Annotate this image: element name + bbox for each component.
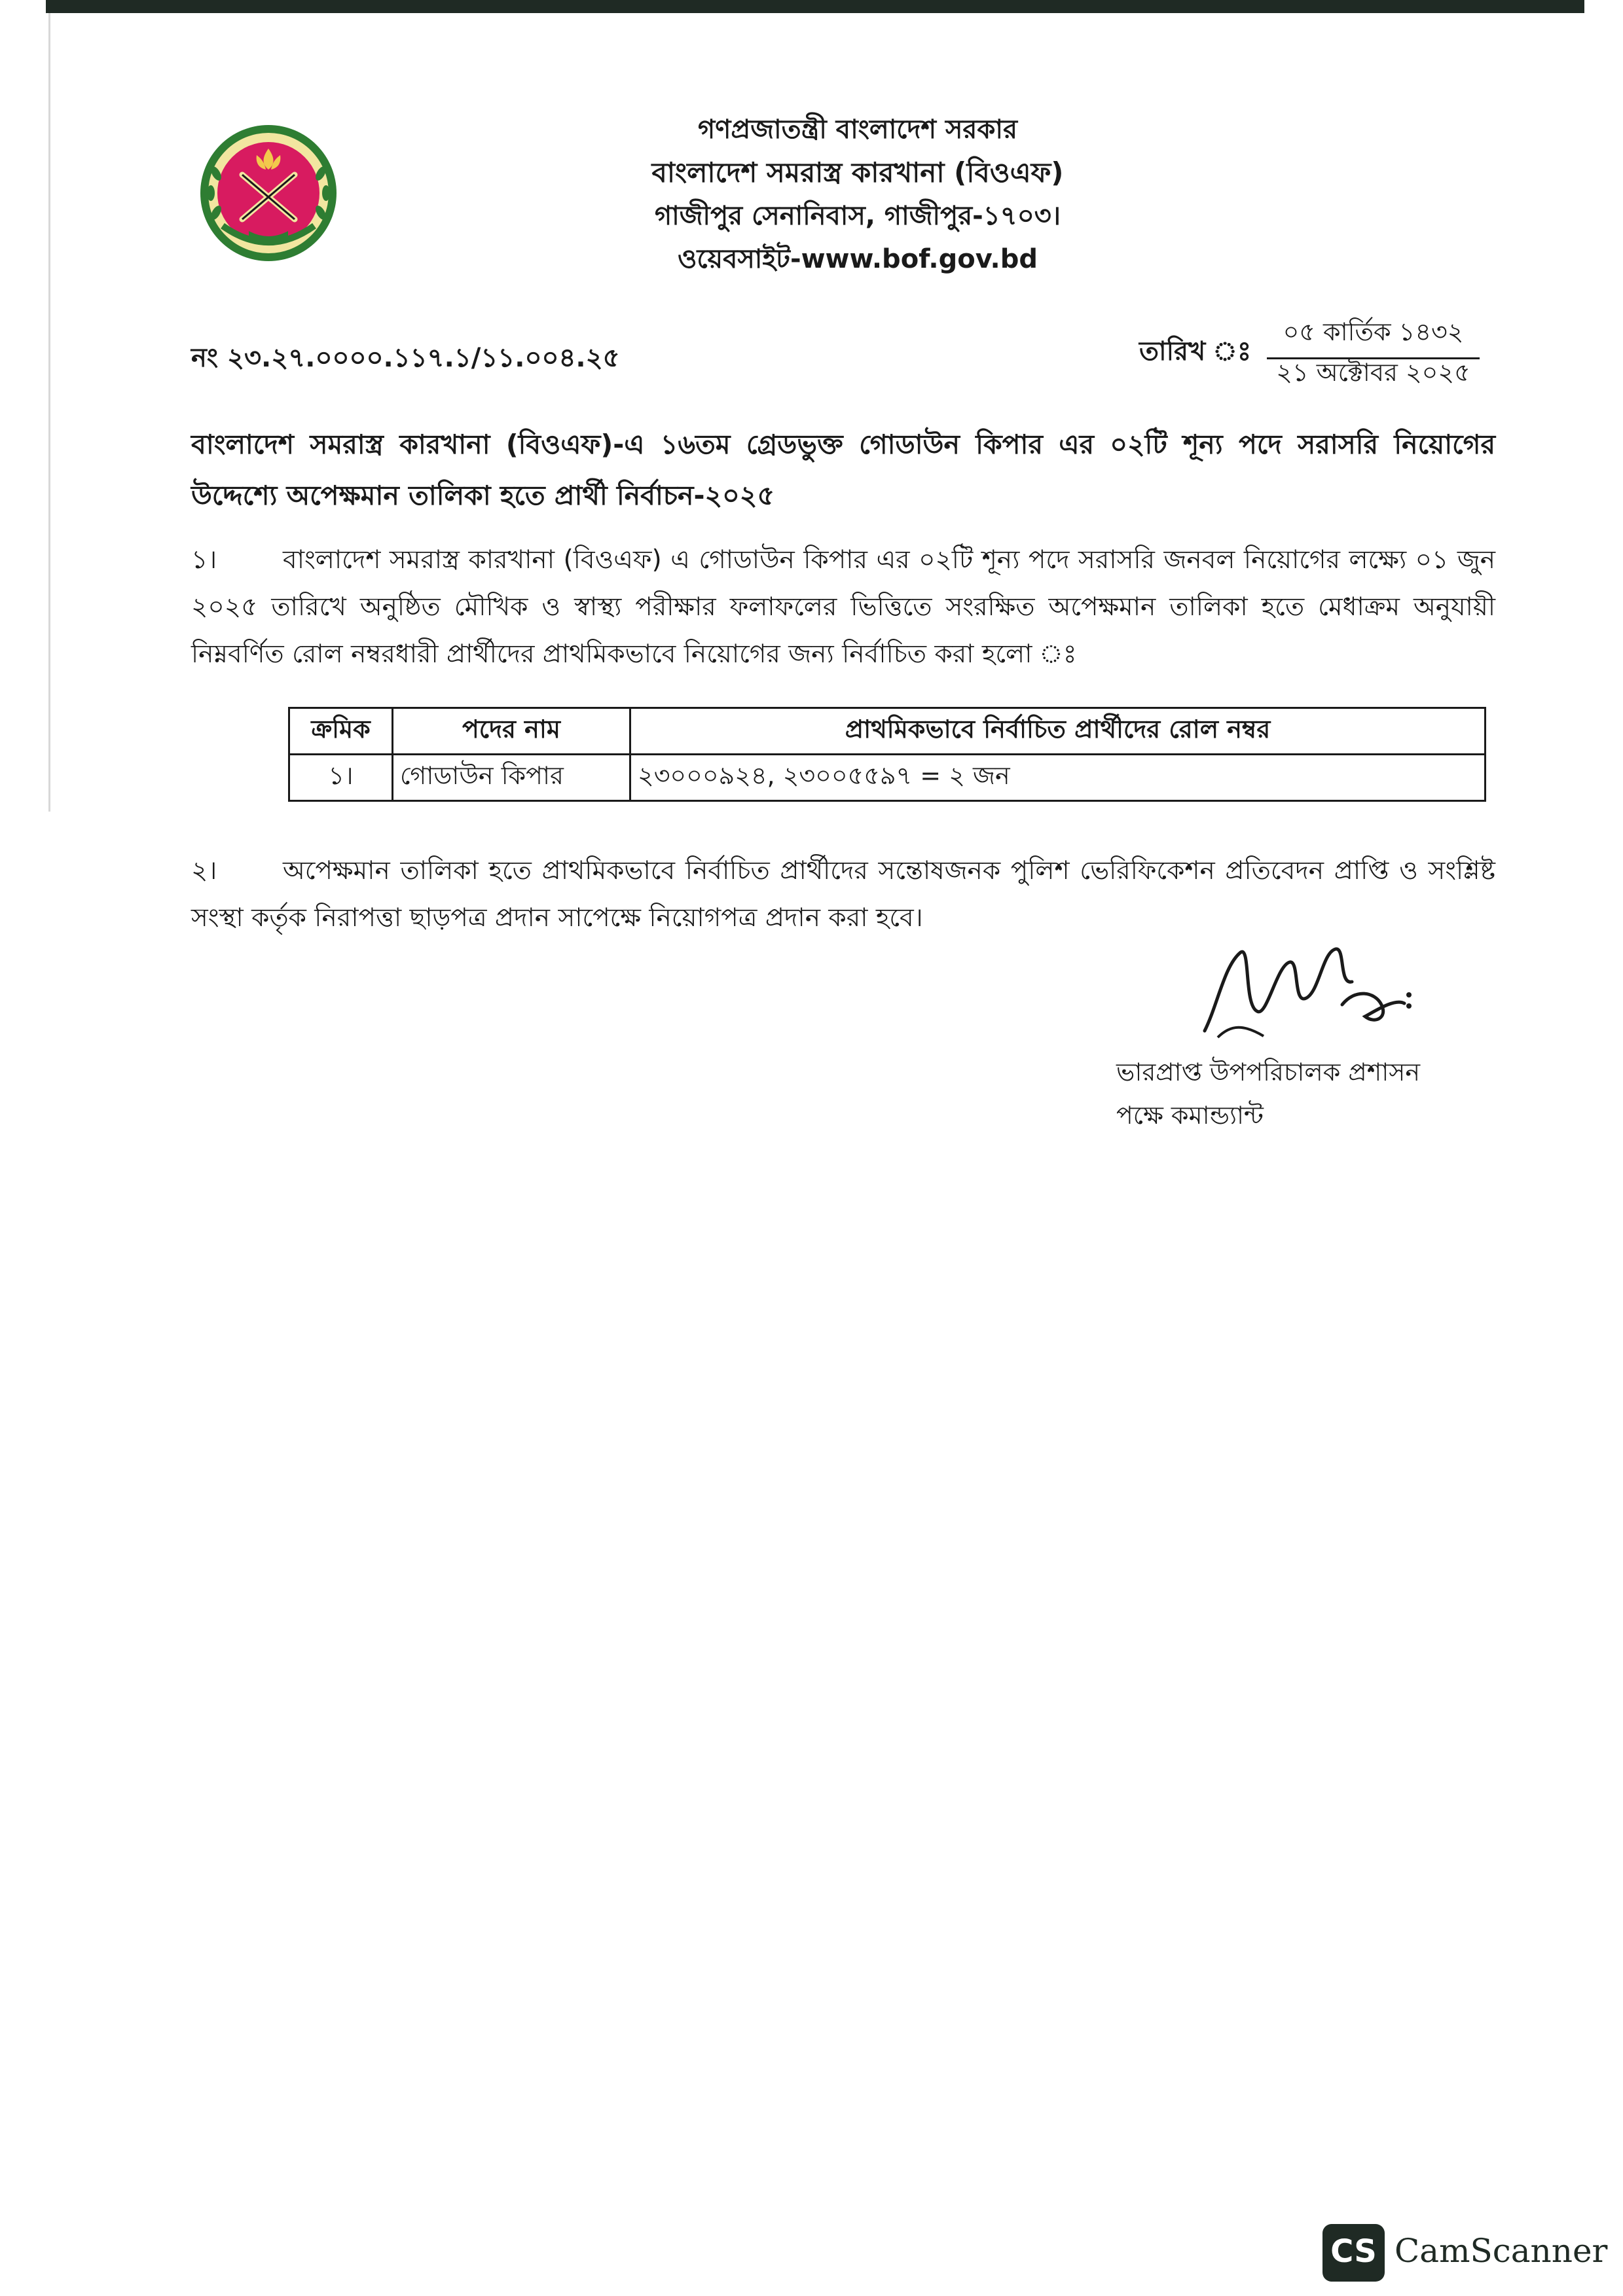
- table-row: [289, 755, 1486, 801]
- date-bangla: ০৫ কার্তিক ১৪৩২: [1267, 313, 1480, 359]
- paragraph-2-number: ২।: [191, 856, 217, 886]
- scan-left-shadow: [48, 13, 50, 812]
- header-post: পদের নাম: [393, 708, 630, 755]
- paragraph-1-text: বাংলাদেশ সমরাস্ত্র কারখানা (বিওএফ) এ গোডাউন কিপার এর ০২টি শূন্য পদে সরাসরি জনবল নিয়োগের লক্ষ্যে ০১ জুন ২০২৫ তারিখে অনুষ্ঠিত মৌখিক ও স্বাস্থ্য পরীক্ষার ফলাফলের ভিত্তিতে সংরক্ষিত অপেক্ষমান তালিকা হতে মেধাক্রম অনুযায়ী নিম্নবর্ণিত রোল নম্বরধারী প্রার্থীদের প্রাথমিকভাবে নিয়োগের জন্য নির্বাচিত করা হলো ঃ: [191, 545, 1495, 669]
- header-rolls: প্রাথমিকভাবে নির্বাচিত প্রার্থীদের রোল নম্বর: [630, 708, 1486, 755]
- date-gregorian: ২১ অক্টোবর ২০২৫: [1276, 358, 1470, 387]
- header-serial: ক্রমিক: [289, 708, 393, 755]
- header-org: বাংলাদেশ সমরাস্ত্র কারখানা (বিওএফ): [651, 156, 1064, 188]
- selected-candidates-table: [288, 707, 1486, 802]
- scan-top-edge: [46, 0, 1584, 13]
- signatory-block: [1116, 1050, 1420, 1137]
- paragraph-1: [191, 537, 1495, 678]
- office-header: [589, 108, 1126, 281]
- paragraph-1-number: ১।: [191, 545, 217, 575]
- signature-icon: [1178, 926, 1427, 1050]
- table-header-row: [289, 708, 1486, 755]
- subject-line: বাংলাদেশ সমরাস্ত্র কারখানা (বিওএফ)-এ ১৬তম গ্রেডভুক্ত গোডাউন কিপার এর ০২টি শূন্য পদে সরাসরি নিয়োগের উদ্দেশ্যে অপেক্ষমান তালিকা হতে প্রার্থী নির্বাচন-২০২৫: [191, 429, 1495, 511]
- cell-serial: ১।: [289, 755, 393, 801]
- memo-number: নং ২৩.২৭.০০০০.১১৭.১/১১.০০৪.২৫: [191, 343, 620, 373]
- header-website: ওয়েবসাইট-www.bof.gov.bd: [678, 244, 1038, 274]
- signatory-on-behalf: পক্ষে কমান্ড্যান্ট: [1116, 1101, 1264, 1130]
- bof-emblem-icon: [196, 121, 340, 265]
- header-address: গাজীপুর সেনানিবাস, গাজীপুর-১৭০৩।: [654, 201, 1061, 231]
- signatory-designation: ভারপ্রাপ্ত উপপরিচালক প্রশাসন: [1116, 1058, 1421, 1086]
- paragraph-2-text: অপেক্ষমান তালিকা হতে প্রাথমিকভাবে নির্বাচিত প্রার্থীদের সন্তোষজনক পুলিশ ভেরিফিকেশন প্রতিবেদন প্রাপ্তি ও সংশ্লিষ্ট সংস্থা কর্তৃক নিরাপত্তা ছাড়পত্র প্রদান সাপেক্ষে নিয়োগপত্র প্রদান করা হবে।: [191, 856, 1495, 933]
- cell-rolls: ২৩০০০৯২৪, ২৩০০৫৫৯৭ = ২ জন: [630, 755, 1486, 801]
- camscanner-logo-icon: CS: [1322, 2224, 1385, 2282]
- cell-post: গোডাউন কিপার: [393, 755, 630, 801]
- date-label: তারিখ ঃ: [1139, 336, 1252, 367]
- header-govt: গণপ্রজাতন্ত্রী বাংলাদেশ সরকার: [698, 115, 1017, 145]
- camscanner-watermark: CamScanner: [1395, 2232, 1608, 2270]
